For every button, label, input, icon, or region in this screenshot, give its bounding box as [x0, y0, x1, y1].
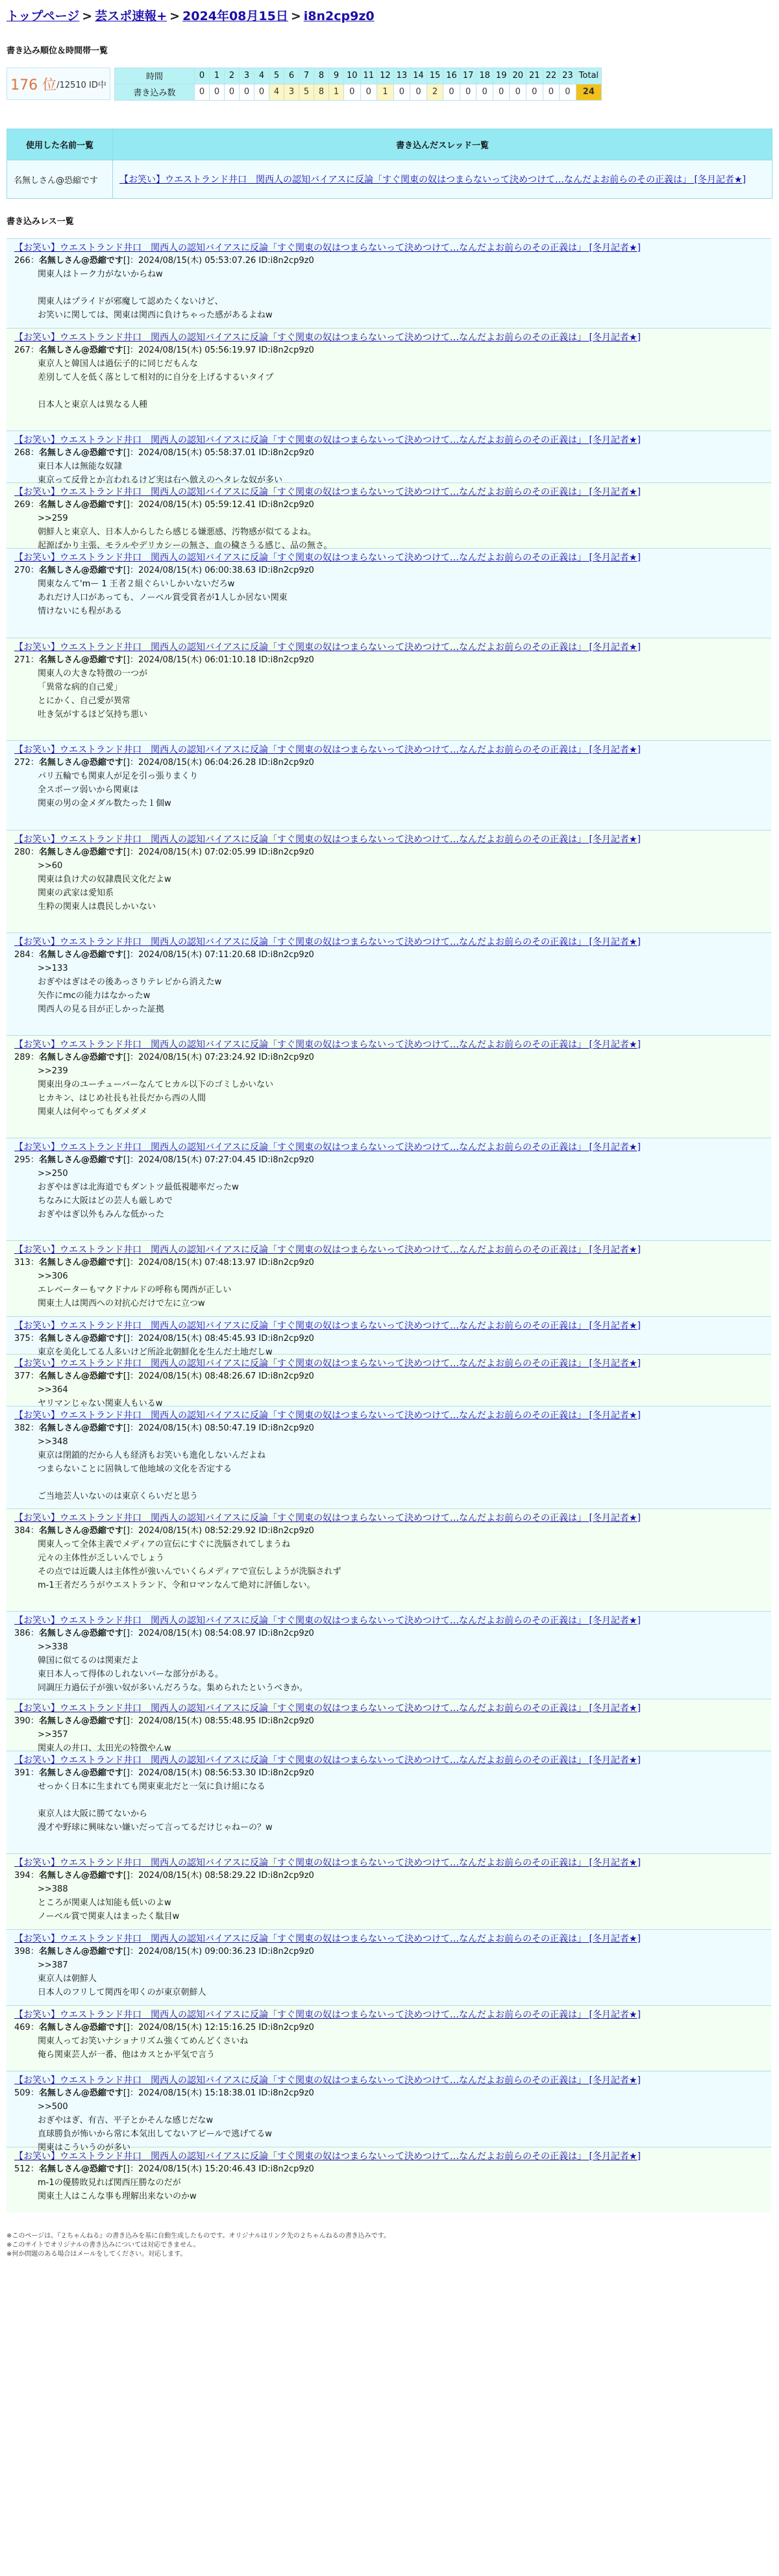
post-author: 名無しさん@恐縮です	[38, 345, 123, 355]
post-thread-link[interactable]: 【お笑い】ウエストランド井口 関西人の認知バイアスに反論「すぐ関東の奴はつまらないって決めつけて…なんだよお前らのその正義は」 [冬月記者★]	[14, 2075, 641, 2086]
hour-header: 18	[476, 68, 493, 84]
rank-value: 176 位	[10, 77, 57, 94]
post-separator: ：	[30, 1526, 39, 1536]
post-separator: ：	[30, 2023, 39, 2032]
hour-count: 0	[510, 84, 526, 100]
post-thread-link[interactable]: 【お笑い】ウエストランド井口 関西人の認知バイアスに反論「すぐ関東の奴はつまらないって決めつけて…なんだよお前らのその正義は」 [冬月記者★]	[14, 2010, 641, 2020]
post-author: 名無しさん@恐縮です	[38, 758, 123, 768]
post-separator: ：	[30, 655, 39, 665]
footer-note-2: ※このサイトでオリジナルの書き込みについては対応できません。	[6, 2242, 200, 2249]
hour-header: 1	[210, 68, 225, 84]
post-timestamp: 2024/08/15(木) 05:56:19.97 ID:i8n2cp9z0	[138, 345, 314, 355]
threads-table	[6, 129, 773, 199]
post-item	[6, 431, 771, 485]
hour-header: 5	[269, 68, 284, 84]
hour-header: 19	[493, 68, 510, 84]
post-item	[6, 238, 771, 328]
post-separator: ：	[30, 1155, 39, 1165]
post-timestamp: 2024/08/15(木) 05:58:37.01 ID:i8n2cp9z0	[138, 448, 314, 458]
post-thread-link[interactable]: 【お笑い】ウエストランド井口 関西人の認知バイアスに反論「すぐ関東の奴はつまらないって決めつけて…なんだよお前らのその正義は」 [冬月記者★]	[14, 1616, 641, 1626]
post-mail-field: []：	[123, 655, 139, 665]
post-item	[6, 1699, 771, 1751]
hour-count: 0	[225, 84, 240, 100]
post-number: 313	[14, 1258, 31, 1268]
rank-box	[6, 68, 110, 100]
breadcrumb-separator: >	[169, 9, 180, 23]
post-header	[6, 846, 771, 859]
post-item	[6, 1751, 771, 1853]
post-body: >>60 関東は負け犬の奴隷農民文化だよw 関東の武家は愛知系 生粋の関東人は農民しかいない	[38, 861, 171, 912]
post-mail-field: []：	[123, 1768, 139, 1778]
breadcrumb	[6, 0, 773, 29]
hour-header: 11	[360, 68, 377, 84]
post-item	[6, 1929, 771, 2005]
footer	[0, 2212, 779, 2259]
post-header	[6, 1370, 771, 1383]
post-header	[6, 2087, 771, 2100]
post-timestamp: 2024/08/15(木) 07:23:24.92 ID:i8n2cp9z0	[138, 1053, 314, 1062]
post-mail-field: []：	[123, 500, 139, 510]
post-item	[6, 2005, 771, 2071]
thread-cell	[113, 160, 773, 199]
post-separator: ：	[30, 1258, 39, 1268]
post-number: 295	[14, 1155, 31, 1165]
post-mail-field: []：	[123, 345, 139, 355]
post-number: 267	[14, 345, 31, 355]
post-thread-link[interactable]: 【お笑い】ウエストランド井口 関西人の認知バイアスに反論「すぐ関東の奴はつまらないって決めつけて…なんだよお前らのその正義は」 [冬月記者★]	[14, 243, 641, 253]
breadcrumb-board-link[interactable]: 芸スポ速報+	[95, 9, 167, 23]
post-separator: ：	[30, 1053, 39, 1062]
post-thread-link[interactable]: 【お笑い】ウエストランド井口 関西人の認知バイアスに反論「すぐ関東の奴はつまらないって決めつけて…なんだよお前らのその正義は」 [冬月記者★]	[14, 332, 641, 343]
hour-count: 0	[240, 84, 254, 100]
post-item	[6, 1611, 771, 1699]
post-body: >>250 おぎやはぎは北海道でもダントツ最低視聴率だったw ちなみに大阪はどの芸人も厳しめで おぎやはぎ以外もみんな低かった	[38, 1169, 239, 1219]
post-author: 名無しさん@恐縮です	[38, 1947, 123, 1957]
post-header	[6, 1422, 771, 1435]
post-header	[6, 654, 771, 667]
post-body: 関東人って全体主義でメディアの宣伝にすぐに洗脳されてしまうね 元々の主体性が乏しいんでしょう その点では近畿人は主体性が強いんでいくらメディアで宣伝しようが洗脳されず m-1王者だろうがウエストランド、令和ロマンなんて絶対に評価しない。	[38, 1540, 341, 1590]
hour-count: 4	[269, 84, 284, 100]
post-timestamp: 2024/08/15(木) 06:04:26.28 ID:i8n2cp9z0	[138, 758, 314, 768]
post-mail-field: []：	[123, 847, 139, 857]
post-header	[6, 1869, 771, 1882]
post-separator: ：	[30, 758, 39, 768]
post-mail-field: []：	[123, 1716, 139, 1726]
post-body: >>387 東京人は朝鮮人 日本人のフリして関西を叩くのが東京朝鮮人	[38, 1960, 206, 1997]
post-number: 266	[14, 256, 31, 266]
footer-note-3: ※何か問題のある場合はメールをしてください。対応します。	[6, 2251, 187, 2258]
post-number: 289	[14, 1053, 31, 1062]
post-author: 名無しさん@恐縮です	[38, 847, 123, 857]
post-number: 280	[14, 847, 31, 857]
hour-count: 1	[377, 84, 394, 100]
post-header	[6, 949, 771, 962]
hour-count: 8	[314, 84, 329, 100]
post-item	[6, 1240, 771, 1316]
post-body: >>259 朝鮮人と東京人、日本人からしたら感じる嫌悪感、汚物感が似てるよね。 起源ばかり主張、モラルやデリカシーの無さ、血の穢さうる感じ、品の無さ。	[38, 514, 332, 551]
post-mail-field: []：	[123, 1629, 139, 1638]
thread-link[interactable]: 【お笑い】ウエストランド井口 関西人の認知バイアスに反論「すぐ関東の奴はつまらないって決めつけて…なんだよお前らのその正義は」 [冬月記者★]	[119, 175, 746, 185]
post-separator: ：	[30, 500, 39, 510]
hour-header: 2	[225, 68, 240, 84]
hour-header: 22	[543, 68, 560, 84]
hour-count: 0	[410, 84, 427, 100]
hour-count: 0	[393, 84, 410, 100]
hour-count: 0	[560, 84, 576, 100]
post-number: 469	[14, 2023, 31, 2032]
ranking-row	[6, 65, 773, 103]
post-timestamp: 2024/08/15(木) 09:00:36.23 ID:i8n2cp9z0	[138, 1947, 314, 1957]
post-body: >>338 韓国に似てるのは関東だよ 東日本人って得体のしれないパーな部分がある。 同調圧力過伝子が強い奴が多いんだろうな。集められたというべきか。	[38, 1642, 308, 1693]
post-thread-link[interactable]: 【お笑い】ウエストランド井口 関西人の認知バイアスに反論「すぐ関東の奴はつまらないって決めつけて…なんだよお前らのその正義は」 [冬月記者★]	[14, 1410, 641, 1421]
post-thread-link[interactable]: 【お笑い】ウエストランド井口 関西人の認知バイアスに反論「すぐ関東の奴はつまらないって決めつけて…なんだよお前らのその正義は」 [冬月記者★]	[14, 487, 641, 497]
post-author: 名無しさん@恐縮です	[38, 2088, 123, 2098]
post-separator: ：	[30, 256, 39, 266]
post-timestamp: 2024/08/15(木) 08:55:48.95 ID:i8n2cp9z0	[138, 1716, 314, 1726]
post-author: 名無しさん@恐縮です	[38, 2164, 123, 2174]
post-item	[6, 1853, 771, 1929]
post-timestamp: 2024/08/15(木) 08:50:47.19 ID:i8n2cp9z0	[138, 1423, 314, 1433]
post-thread-link[interactable]: 【お笑い】ウエストランド井口 関西人の認知バイアスに反論「すぐ関東の奴はつまらないって決めつけて…なんだよお前らのその正義は」 [冬月記者★]	[14, 435, 641, 445]
post-number: 394	[14, 1871, 31, 1881]
post-number: 375	[14, 1334, 31, 1344]
post-number: 391	[14, 1768, 31, 1778]
post-timestamp: 2024/08/15(木) 08:58:29.22 ID:i8n2cp9z0	[138, 1871, 314, 1881]
post-separator: ：	[30, 2164, 39, 2174]
post-body: 関東人の大きな特徴の一つが 「異常な病的自己愛」 とにかく、自己愛が異常 吐き気がするほど気持ち悪い	[38, 669, 148, 719]
post-header	[6, 344, 771, 357]
post-number: 382	[14, 1423, 31, 1433]
post-thread-link[interactable]: 【お笑い】ウエストランド井口 関西人の認知バイアスに反論「すぐ関東の奴はつまらないって決めつけて…なんだよお前らのその正義は」 [冬月記者★]	[14, 1321, 641, 1331]
post-separator: ：	[30, 1371, 39, 1381]
post-author: 名無しさん@恐縮です	[38, 1258, 123, 1268]
post-author: 名無しさん@恐縮です	[38, 1334, 123, 1344]
post-header	[6, 1154, 771, 1167]
hour-header: 6	[284, 68, 299, 84]
breadcrumb-separator: >	[290, 9, 301, 23]
post-author: 名無しさん@恐縮です	[38, 1871, 123, 1881]
post-body: >>500 おぎやはぎ、有吉、平子とかそんな感じだなw 直球勝負が怖いから常に本気出してないアピールで逃げてるw 関東はこういうのが多い	[38, 2102, 272, 2153]
post-body: m-1の優勝敗見れば関西圧勝なのだが 関東土人はこんな事も理解出来ないのかw	[38, 2178, 197, 2201]
post-thread-link[interactable]: 【お笑い】ウエストランド井口 関西人の認知バイアスに反論「すぐ関東の奴はつまらないって決めつけて…なんだよお前らのその正義は」 [冬月記者★]	[14, 1934, 641, 1944]
post-header	[6, 757, 771, 769]
post-number: 509	[14, 2088, 31, 2098]
post-mail-field: []：	[123, 2164, 139, 2174]
post-mail-field: []：	[123, 2088, 139, 2098]
post-body: >>364 ヤリマンじゃない関東人もいるw	[38, 1385, 163, 1408]
hours-label: 時間	[115, 68, 195, 84]
post-body: >>357 関東人の井口、太田光の特徴やんw	[38, 1730, 171, 1753]
post-separator: ：	[30, 2088, 39, 2098]
post-mail-field: []：	[123, 1423, 139, 1433]
post-body: >>306 エレベーターもマクドナルドの呼称も関西が正しい 関東土人は関西への対抗心だけで左に立つw	[38, 1271, 232, 1308]
post-mail-field: []：	[123, 1871, 139, 1881]
post-item	[6, 1035, 771, 1138]
post-author: 名無しさん@恐縮です	[38, 1716, 123, 1726]
post-timestamp: 2024/08/15(木) 06:01:10.18 ID:i8n2cp9z0	[138, 655, 314, 665]
post-header	[6, 1715, 771, 1728]
post-thread-link[interactable]: 【お笑い】ウエストランド井口 関西人の認知バイアスに反論「すぐ関東の奴はつまらないって決めつけて…なんだよお前らのその正義は」 [冬月記者★]	[14, 553, 641, 563]
post-timestamp: 2024/08/15(木) 15:20:46.43 ID:i8n2cp9z0	[138, 2164, 314, 2174]
post-mail-field: []：	[123, 256, 139, 266]
post-header	[6, 1627, 771, 1640]
breadcrumb-separator: >	[82, 9, 93, 23]
post-header	[6, 499, 771, 512]
counts-label: 書き込み数	[115, 84, 195, 100]
hour-count: 0	[195, 84, 210, 100]
hour-header: 9	[329, 68, 344, 84]
threads-column-header: 書き込んだスレッド一覧	[113, 129, 773, 160]
post-author: 名無しさん@恐縮です	[38, 950, 123, 960]
post-item	[6, 548, 771, 638]
hour-header: 7	[299, 68, 314, 84]
hour-count: 5	[299, 84, 314, 100]
post-header	[6, 1051, 771, 1064]
post-separator: ：	[30, 1423, 39, 1433]
post-timestamp: 2024/08/15(木) 07:02:05.99 ID:i8n2cp9z0	[138, 847, 314, 857]
post-number: 390	[14, 1716, 31, 1726]
post-number: 268	[14, 448, 31, 458]
post-item	[6, 1508, 771, 1611]
post-header	[6, 1257, 771, 1269]
post-body: 関東人はトーク力がないからねw 関東人はプライドが邪魔して認めたくないけど、 お笑いに関しては、関東は関西に負けちゃった感があるよねw	[38, 269, 273, 320]
post-author: 名無しさん@恐縮です	[38, 1371, 123, 1381]
post-author: 名無しさん@恐縮です	[38, 1629, 123, 1638]
post-mail-field: []：	[123, 448, 139, 458]
post-item	[6, 1138, 771, 1240]
post-separator: ：	[30, 566, 39, 575]
post-body: >>239 関東出身のユーチューバーなんてヒカル以下のゴミしかいない ヒカキン、はじめ社長も社長だから西の人間 関東人は何やってもダメダメ	[38, 1066, 273, 1117]
ranking-section-title: 書き込み順位＆時間帯一覧	[6, 46, 108, 56]
post-item	[6, 932, 771, 1035]
post-item	[6, 328, 771, 431]
post-timestamp: 2024/08/15(木) 08:48:26.67 ID:i8n2cp9z0	[138, 1371, 314, 1381]
post-item	[6, 830, 771, 932]
post-mail-field: []：	[123, 758, 139, 768]
hour-header: 13	[393, 68, 410, 84]
post-mail-field: []：	[123, 566, 139, 575]
post-number: 386	[14, 1629, 31, 1638]
post-number: 398	[14, 1947, 31, 1957]
post-mail-field: []：	[123, 2023, 139, 2032]
hour-count: 2	[427, 84, 443, 100]
post-author: 名無しさん@恐縮です	[38, 1768, 123, 1778]
hour-count: 0	[543, 84, 560, 100]
post-mail-field: []：	[123, 1947, 139, 1957]
post-author: 名無しさん@恐縮です	[38, 500, 123, 510]
post-mail-field: []：	[123, 1258, 139, 1268]
hour-header: 3	[240, 68, 254, 84]
post-timestamp: 2024/08/15(木) 07:11:20.68 ID:i8n2cp9z0	[138, 950, 314, 960]
post-mail-field: []：	[123, 950, 139, 960]
post-item	[6, 2071, 771, 2153]
post-timestamp: 2024/08/15(木) 07:27:04.45 ID:i8n2cp9z0	[138, 1155, 314, 1165]
post-thread-link[interactable]: 【お笑い】ウエストランド井口 関西人の認知バイアスに反論「すぐ関東の奴はつまらないって決めつけて…なんだよお前らのその正義は」 [冬月記者★]	[14, 1513, 641, 1523]
post-separator: ：	[30, 847, 39, 857]
post-author: 名無しさん@恐縮です	[38, 655, 123, 665]
post-number: 269	[14, 500, 31, 510]
post-separator: ：	[30, 1947, 39, 1957]
post-header	[6, 1767, 771, 1780]
post-timestamp: 2024/08/15(木) 06:00:38.63 ID:i8n2cp9z0	[138, 566, 314, 575]
post-body: 関東人ってお笑いナショナリズム強くてめんどくさいね 俺ら関東芸人が一番、他はカスとか平気で言う	[38, 2036, 249, 2060]
post-thread-link[interactable]: 【お笑い】ウエストランド井口 関西人の認知バイアスに反論「すぐ関東の奴はつまらないって決めつけて…なんだよお前らのその正義は」 [冬月記者★]	[14, 745, 641, 755]
post-separator: ：	[30, 950, 39, 960]
post-mail-field: []：	[123, 1053, 139, 1062]
hour-header: 12	[377, 68, 394, 84]
post-body: 東京人と韓国人は過伝子的に同じだもんな 差別して人を低く落として相対的に自分を上げるするいタイプ 日本人と東京人は異なる人種	[38, 359, 274, 410]
post-mail-field: []：	[123, 1334, 139, 1344]
post-item	[6, 1354, 771, 1406]
hour-count: 0	[344, 84, 361, 100]
breadcrumb-top-link[interactable]: トップページ	[6, 9, 80, 23]
post-thread-link[interactable]: 【お笑い】ウエストランド井口 関西人の認知バイアスに反論「すぐ関東の奴はつまらないって決めつけて…なんだよお前らのその正義は」 [冬月記者★]	[14, 1358, 641, 1369]
post-thread-link[interactable]: 【お笑い】ウエストランド井口 関西人の認知バイアスに反論「すぐ関東の奴はつまらないって決めつけて…なんだよお前らのその正義は」 [冬月記者★]	[14, 937, 641, 947]
names-column-header: 使用した名前一覧	[7, 129, 113, 160]
post-header	[6, 1332, 771, 1345]
post-thread-link[interactable]: 【お笑い】ウエストランド井口 関西人の認知バイアスに反論「すぐ関東の奴はつまらないって決めつけて…なんだよお前らのその正義は」 [冬月記者★]	[14, 1858, 641, 1868]
hourly-table	[114, 68, 602, 101]
hour-header: 10	[344, 68, 361, 84]
hour-count: 0	[526, 84, 543, 100]
post-separator: ：	[30, 1334, 39, 1344]
post-timestamp: 2024/08/15(木) 08:52:29.92 ID:i8n2cp9z0	[138, 1526, 314, 1536]
post-item	[6, 1316, 771, 1357]
used-name-cell: 名無しさん@恐縮です	[7, 160, 113, 199]
post-body: 東日本人は無能な奴隷 東京って反骨とか言われるけど実は右へ倣えのヘタレな奴が多い	[38, 462, 283, 485]
post-body: >>133 おぎやはぎはその後あっさりテレビから消えたw 矢作にmcの能力はなかったw 関西人の見る目が正しかった証拠	[38, 964, 222, 1014]
post-number: 377	[14, 1371, 31, 1381]
post-header	[6, 2021, 771, 2034]
post-timestamp: 2024/08/15(木) 08:56:53.30 ID:i8n2cp9z0	[138, 1768, 314, 1778]
post-thread-link[interactable]: 【お笑い】ウエストランド井口 関西人の認知バイアスに反論「すぐ関東の奴はつまらないって決めつけて…なんだよお前らのその正義は」 [冬月記者★]	[14, 642, 641, 653]
post-thread-link[interactable]: 【お笑い】ウエストランド井口 関西人の認知バイアスに反論「すぐ関東の奴はつまらないって決めつけて…なんだよお前らのその正義は」 [冬月記者★]	[14, 1142, 641, 1153]
hour-count: 3	[284, 84, 299, 100]
post-header	[6, 1525, 771, 1538]
post-header	[6, 255, 771, 268]
post-author: 名無しさん@恐縮です	[38, 1155, 123, 1165]
post-item	[6, 638, 771, 740]
post-thread-link[interactable]: 【お笑い】ウエストランド井口 関西人の認知バイアスに反論「すぐ関東の奴はつまらないって決めつけて…なんだよお前らのその正義は」 [冬月記者★]	[14, 1703, 641, 1714]
total-count: 24	[576, 84, 601, 100]
post-author: 名無しさん@恐縮です	[38, 448, 123, 458]
hour-count: 1	[329, 84, 344, 100]
hour-count: 0	[460, 84, 476, 100]
post-number: 512	[14, 2164, 31, 2174]
breadcrumb-date-link[interactable]: 2024年08月15日	[182, 9, 288, 23]
post-header	[6, 564, 771, 577]
rank-total: /12510 ID中	[56, 80, 106, 90]
post-item	[6, 482, 771, 551]
hour-count: 0	[254, 84, 269, 100]
post-author: 名無しさん@恐縮です	[38, 566, 123, 575]
post-thread-link[interactable]: 【お笑い】ウエストランド井口 関西人の認知バイアスに反論「すぐ関東の奴はつまらないって決めつけて…なんだよお前らのその正義は」 [冬月記者★]	[14, 1245, 641, 1255]
post-timestamp: 2024/08/15(木) 05:59:12.41 ID:i8n2cp9z0	[138, 500, 314, 510]
post-author: 名無しさん@恐縮です	[38, 256, 123, 266]
posts-list	[0, 238, 779, 2212]
post-number: 271	[14, 655, 31, 665]
post-thread-link[interactable]: 【お笑い】ウエストランド井口 関西人の認知バイアスに反論「すぐ関東の奴はつまらないって決めつけて…なんだよお前らのその正義は」 [冬月記者★]	[14, 834, 641, 845]
post-thread-link[interactable]: 【お笑い】ウエストランド井口 関西人の認知バイアスに反論「すぐ関東の奴はつまらないって決めつけて…なんだよお前らのその正義は」 [冬月記者★]	[14, 2151, 641, 2162]
post-body: >>348 東京は閉鎖的だから人も経済もお笑いも進化しないんだよね つまらないことに固執して他地域の文化を否定する ご当地芸人いないのは東京くらいだと思う	[38, 1437, 266, 1501]
post-number: 270	[14, 566, 31, 575]
post-mail-field: []：	[123, 1526, 139, 1536]
hour-header: 17	[460, 68, 476, 84]
post-number: 384	[14, 1526, 31, 1536]
post-item	[6, 2147, 771, 2212]
hour-header: 14	[410, 68, 427, 84]
hour-header: 16	[443, 68, 460, 84]
post-separator: ：	[30, 1629, 39, 1638]
footer-note-1: ※このページは、『２ちゃんねる』の書き込みを基に自動生成したものです。オリジナルはリンク先の２ちゃんねるの書き込みです。	[6, 2232, 390, 2240]
post-body: 関東なんて'mー 1 王者２組ぐらいしかいないだろw あれだけ人口があっても、ノーベル賞受賞者が1人しか居ない関東 情けないにも程がある	[38, 579, 288, 616]
post-item	[6, 740, 771, 830]
post-timestamp: 2024/08/15(木) 15:18:38.01 ID:i8n2cp9z0	[138, 2088, 314, 2098]
hour-header: 8	[314, 68, 329, 84]
hour-count: 0	[476, 84, 493, 100]
post-thread-link[interactable]: 【お笑い】ウエストランド井口 関西人の認知バイアスに反論「すぐ関東の奴はつまらないって決めつけて…なんだよお前らのその正義は」 [冬月記者★]	[14, 1040, 641, 1050]
post-number: 284	[14, 950, 31, 960]
post-number: 272	[14, 758, 31, 768]
post-body: 東京を美化してる人多いけど所詮北朝鮮化を生んだ土地だしw	[38, 1347, 273, 1357]
post-mail-field: []：	[123, 1155, 139, 1165]
post-timestamp: 2024/08/15(木) 08:45:45.93 ID:i8n2cp9z0	[138, 1334, 314, 1344]
post-separator: ：	[30, 345, 39, 355]
hour-header: 0	[195, 68, 210, 84]
post-separator: ：	[30, 1871, 39, 1881]
hour-count: 0	[443, 84, 460, 100]
posts-section-title: 書き込みレス一覧	[6, 217, 74, 227]
hour-header: 20	[510, 68, 526, 84]
post-body: パリ五輪でも関東人が足を引っ張りまくり 全スポーツ弱いから関東は 関東の男の金メダル数たった１個w	[38, 771, 199, 808]
hour-count: 0	[360, 84, 377, 100]
hour-header: 23	[560, 68, 576, 84]
post-header	[6, 2163, 771, 2176]
post-timestamp: 2024/08/15(木) 05:53:07.26 ID:i8n2cp9z0	[138, 256, 314, 266]
post-separator: ：	[30, 448, 39, 458]
post-thread-link[interactable]: 【お笑い】ウエストランド井口 関西人の認知バイアスに反論「すぐ関東の奴はつまらないって決めつけて…なんだよお前らのその正義は」 [冬月記者★]	[14, 1755, 641, 1766]
post-author: 名無しさん@恐縮です	[38, 2023, 123, 2032]
hour-count: 0	[210, 84, 225, 100]
post-body: せっかく日本に生まれても関東東北だと一気に負け組になる 東京人は大阪に勝てないから 漫才や野球に興味ない嫌いだって言ってるだけじゃねーの？w	[38, 1782, 273, 1832]
hour-header: 4	[254, 68, 269, 84]
post-timestamp: 2024/08/15(木) 07:48:13.97 ID:i8n2cp9z0	[138, 1258, 314, 1268]
hour-header: 21	[526, 68, 543, 84]
post-author: 名無しさん@恐縮です	[38, 1423, 123, 1433]
hour-header: Total	[576, 68, 601, 84]
post-timestamp: 2024/08/15(木) 12:15:16.25 ID:i8n2cp9z0	[138, 2023, 314, 2032]
post-body: >>388 ところが関東人は知能も低いのよw ノーベル賞で関東人はまったく駄目w	[38, 1884, 180, 1921]
post-separator: ：	[30, 1768, 39, 1778]
breadcrumb-id-link[interactable]: i8n2cp9z0	[303, 9, 375, 23]
post-header	[6, 447, 771, 460]
hour-header: 15	[427, 68, 443, 84]
hour-count: 0	[493, 84, 510, 100]
post-author: 名無しさん@恐縮です	[38, 1526, 123, 1536]
post-timestamp: 2024/08/15(木) 08:54:08.97 ID:i8n2cp9z0	[138, 1629, 314, 1638]
post-author: 名無しさん@恐縮です	[38, 1053, 123, 1062]
post-mail-field: []：	[123, 1371, 139, 1381]
post-header	[6, 1945, 771, 1958]
post-item	[6, 1406, 771, 1508]
post-separator: ：	[30, 1716, 39, 1726]
